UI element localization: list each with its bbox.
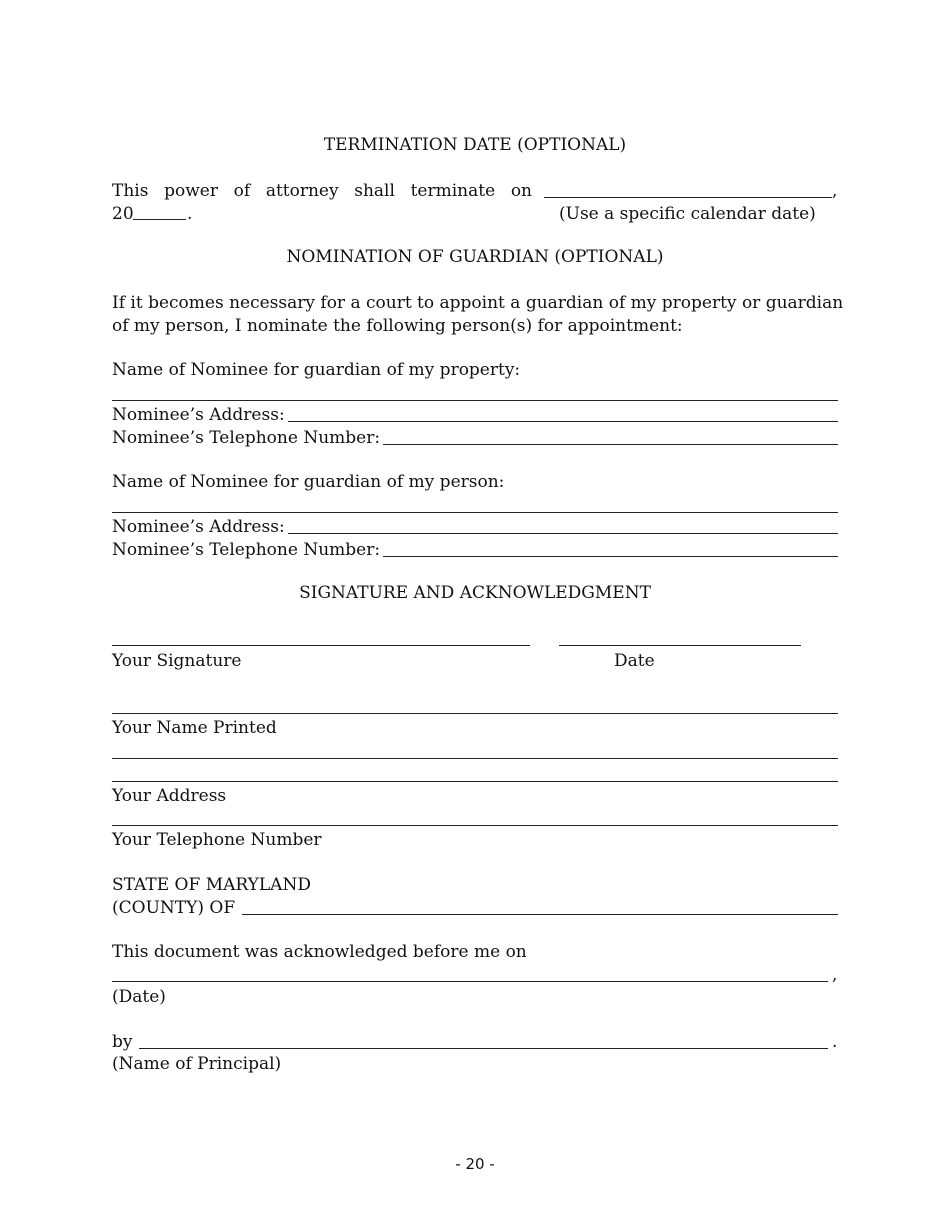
guardian-intro-line2: of my person, I nominate the following person(s) for appointment: [112,316,683,336]
signature-date-label: Date [614,651,655,671]
notary-county-field[interactable] [242,914,838,915]
notary-county-label: (COUNTY) OF [112,898,236,918]
termination-comma: , [832,181,838,201]
name-printed-field[interactable] [112,713,838,714]
property-nominee-name-field[interactable] [112,400,838,401]
termination-word: power [164,181,218,201]
termination-word: terminate [410,181,496,201]
guardian-intro-line1: If it becomes necessary for a court to appoint a guardian of my property or guardian [112,293,844,313]
termination-year-field[interactable] [133,219,186,220]
property-nominee-name-label: Name of Nominee for guardian of my property: [112,360,521,380]
page-number: - 20 - [455,1155,495,1173]
person-nominee-address-field[interactable] [288,533,838,534]
signature-date-field[interactable] [559,645,801,646]
termination-word: on [510,181,532,201]
notary-date-comma: , [832,965,838,985]
notary-date-label: (Date) [112,987,166,1007]
notary-acknowledged-text: This document was acknowledged before me on [112,942,527,962]
signature-label: Your Signature [112,651,242,671]
signature-field[interactable] [112,645,530,646]
notary-date-field[interactable] [112,981,828,982]
person-nominee-phone-field[interactable] [383,556,838,557]
notary-state: STATE OF MARYLAND [112,875,311,895]
termination-date-hint: (Use a specific calendar date) [559,204,816,224]
termination-word: attorney [265,181,339,201]
notary-principal-label: (Name of Principal) [112,1054,282,1074]
address-label: Your Address [112,786,227,806]
name-printed-label: Your Name Printed [112,718,277,738]
termination-heading: TERMINATION DATE (OPTIONAL) [323,135,627,155]
telephone-field[interactable] [112,825,838,826]
property-nominee-address-label: Nominee’s Address: [112,405,285,425]
person-nominee-name-field[interactable] [112,512,838,513]
telephone-label: Your Telephone Number [112,830,322,850]
property-nominee-phone-field[interactable] [383,444,838,445]
termination-year-prefix: 20 [112,204,134,224]
person-nominee-name-label: Name of Nominee for guardian of my person: [112,472,505,492]
property-nominee-address-field[interactable] [288,421,838,422]
termination-word: This [112,181,149,201]
notary-principal-field[interactable] [139,1048,828,1049]
termination-date-field[interactable] [544,197,832,198]
notary-by-label: by [112,1032,133,1052]
termination-year-suffix: . [187,204,193,224]
person-nominee-phone-label: Nominee’s Telephone Number: [112,540,381,560]
termination-sentence [112,180,532,203]
guardian-heading: NOMINATION OF GUARDIAN (OPTIONAL) [286,247,664,267]
person-nominee-address-label: Nominee’s Address: [112,517,285,537]
notary-by-period: . [832,1032,838,1052]
address-field-line1[interactable] [112,758,838,759]
signature-heading: SIGNATURE AND ACKNOWLEDGMENT [299,583,651,603]
termination-word: shall [354,181,395,201]
address-field-line2[interactable] [112,781,838,782]
property-nominee-phone-label: Nominee’s Telephone Number: [112,428,381,448]
termination-word: of [233,181,251,201]
